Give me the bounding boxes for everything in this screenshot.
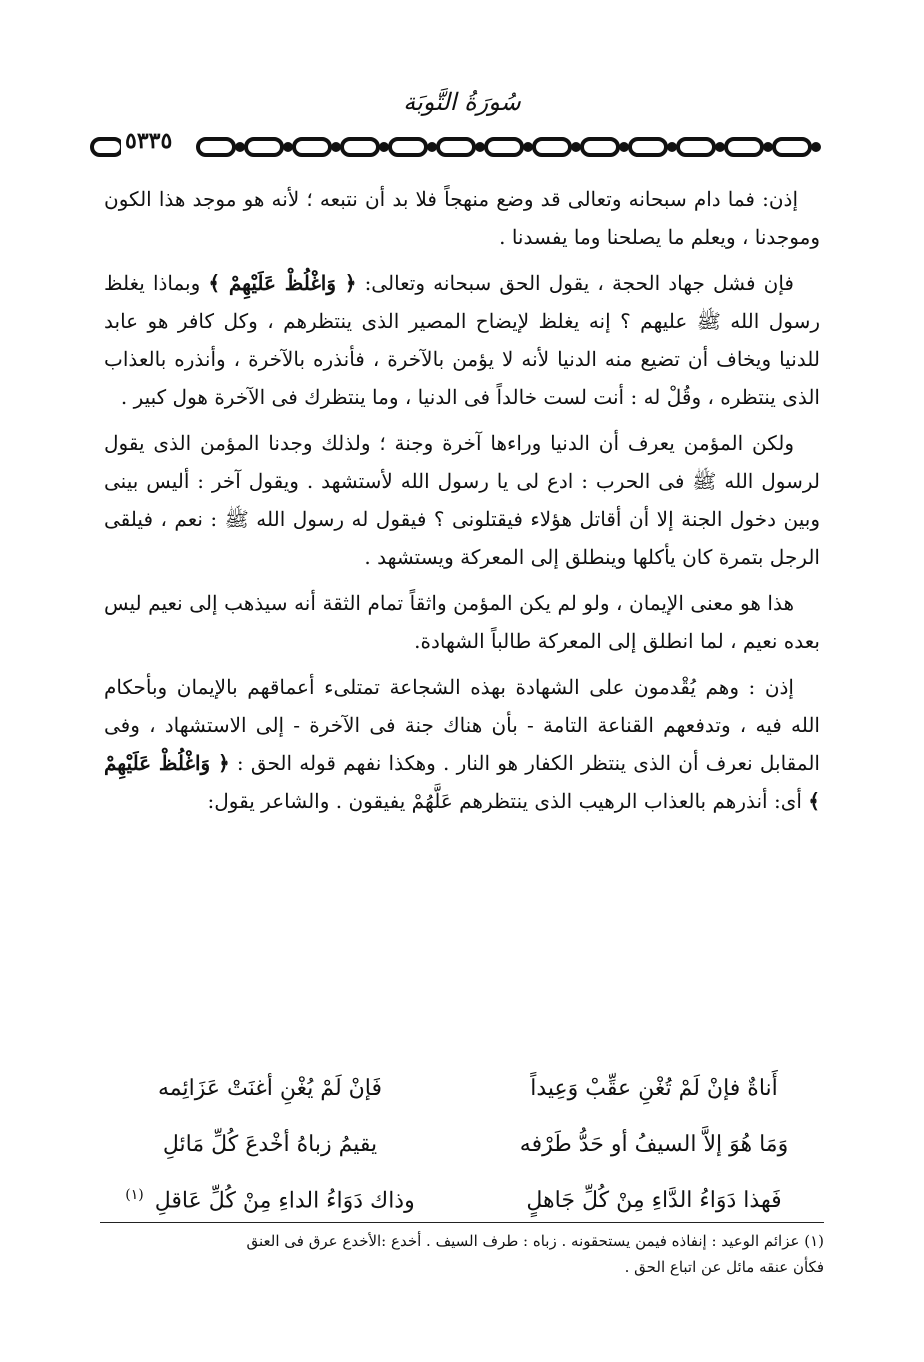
footnote-line-1: (١) عزائم الوعيد : إنفاذه فيمن يستحقونه . زباه : طرف السيف . أخدع :الأخدع عرق فى العنق (246, 1232, 824, 1250)
paragraph-2-rest: وبماذا يغلظ رسول الله ﷺ عليهم ؟ إنه يغلظ لإيضاح المصير الذى ينتظرهم ، وكل كافر هو عابد للدنيا ويخاف أن تضيع منه الدنيا لأنه لا يؤمن بالآخرة ، فأنذره بالآخرة ، وأنذره بالعذاب الذى ينتظره ، وقُلْ له : أنت لست خالداً فى الدنيا ، وما ينتظرك فى الآخرة هول كبير . (104, 271, 821, 409)
footnote (100, 1228, 824, 1280)
poem (100, 1060, 824, 1228)
footnote-marker: (١) (125, 1186, 144, 1203)
chain-link (678, 139, 714, 155)
paragraph-2 (104, 264, 820, 416)
ornament-border (88, 132, 848, 162)
page-number: ٥٣٣٥ (121, 128, 176, 154)
main-text (104, 180, 820, 828)
chain-dot (573, 144, 579, 150)
paragraph-1: إذن: فما دام سبحانه وتعالى قد وضع منهجاً فلا بد أن نتبعه ؛ لأنه هو موجد هذا الكون وموجدنا ، ويعلم ما يصلحنا وما يفسدنا . (104, 187, 820, 249)
poem-second-hemistich (100, 1187, 440, 1213)
chain-link (92, 139, 122, 155)
chain-link (726, 139, 762, 155)
paragraph-5-b: أى: أنذرهم بالعذاب الرهيب الذى ينتظرهم عَلَّهُمْ يفيقون . والشاعر يقول: (207, 789, 802, 813)
paragraph-4: هذا هو معنى الإيمان ، ولو لم يكن المؤمن واثقاً تمام الثقة أنه سيذهب إلى نعيم ليس بعده نعيم ، لما انطلق إلى المعركة طالباً الشهادة. (104, 591, 820, 653)
paragraph-5 (104, 668, 820, 820)
chain-link (390, 139, 426, 155)
poem-second-hemistich: يقيمُ زباهُ أخْدعَ كُلِّ مَائلِ (162, 1131, 378, 1157)
chain-dot (813, 144, 819, 150)
poem-first-hemistich: وَمَا هُوَ إلاَّ السيفُ أو حَدُّ طَرْفه (519, 1131, 789, 1157)
chain-link (246, 139, 282, 155)
poem-line (100, 1172, 824, 1228)
chain-dot (477, 144, 483, 150)
poem-second-hemistich: فَإنْ لَمْ يُغْنِ أغنَتْ عَزَائِمه (157, 1075, 383, 1101)
quran-verse-2: ﴿ وَاغْلُظْ عَلَيْهِمْ ﴾ (104, 751, 820, 813)
chain-link (198, 139, 234, 155)
chain-link (342, 139, 378, 155)
chain-link (534, 139, 570, 155)
paragraph-2-intro: فإن فشل جهاد الحجة ، يقول الحق سبحانه وتعالى: (364, 271, 794, 295)
chain-link (438, 139, 474, 155)
footnote-line-2: فكأن عنقه مائل عن اتباع الحق . (624, 1258, 824, 1276)
poem-first-hemistich: فَهذا دَوَاءُ الدَّاءِ مِنْ كُلِّ جَاهلٍ (526, 1187, 782, 1213)
chain-link (774, 139, 810, 155)
quran-verse-1: ﴿ وَاغْلُظْ عَلَيْهِمْ ﴾ (208, 271, 357, 295)
chain-dot (429, 144, 435, 150)
chain-link (630, 139, 666, 155)
chain-dot (285, 144, 291, 150)
chain-dot (237, 144, 243, 150)
footnote-divider (100, 1222, 824, 1223)
chain-dot (765, 144, 771, 150)
chain-dot (525, 144, 531, 150)
poem-line (100, 1060, 824, 1116)
surah-title: سُورَةُ التَّوبَة (403, 88, 521, 116)
chain-link (582, 139, 618, 155)
paragraph-5-a: إذن : وهم يُقْدمون على الشهادة بهذه الشجاعة تمتلىء أعماقهم بالإيمان وبأحكام الله فيه ، وتدفعهم القناعة التامة - بأن هناك جنة فى الآخرة - إلى الاستشهاد ، وفى المقابل نعرف أن الذى ينتظر الكفار هو النار . وهكذا نفهم قوله الحق : (104, 675, 820, 775)
poem-line (100, 1116, 824, 1172)
chain-link (294, 139, 330, 155)
chain-dot (621, 144, 627, 150)
poem-hemistich-text: وذاك دَوَاءُ الداءِ مِنْ كُلِّ عَاقلِ (154, 1188, 415, 1214)
chain-dot (669, 144, 675, 150)
chain-dot (381, 144, 387, 150)
poem-first-hemistich: أَناةٌ فإنْ لَمْ تُغْنِ عقِّبْ وَعِيداً (530, 1075, 778, 1101)
chain-dot (717, 144, 723, 150)
chain-link (486, 139, 522, 155)
chain-dot (333, 144, 339, 150)
paragraph-3: ولكن المؤمن يعرف أن الدنيا وراءها آخرة وجنة ؛ ولذلك وجدنا المؤمن الذى يقول لرسول الله ﷺ فى الحرب : ادع لى يا رسول الله لأستشهد . ويقول آخر : أليس بينى وبين دخول الجنة إلا أن أقاتل هؤلاء فيقتلونى ؟ فيقول له رسول الله ﷺ : نعم ، فيلقى الرجل بتمرة كان يأكلها وينطلق إلى المعركة ويستشهد . (104, 431, 820, 569)
